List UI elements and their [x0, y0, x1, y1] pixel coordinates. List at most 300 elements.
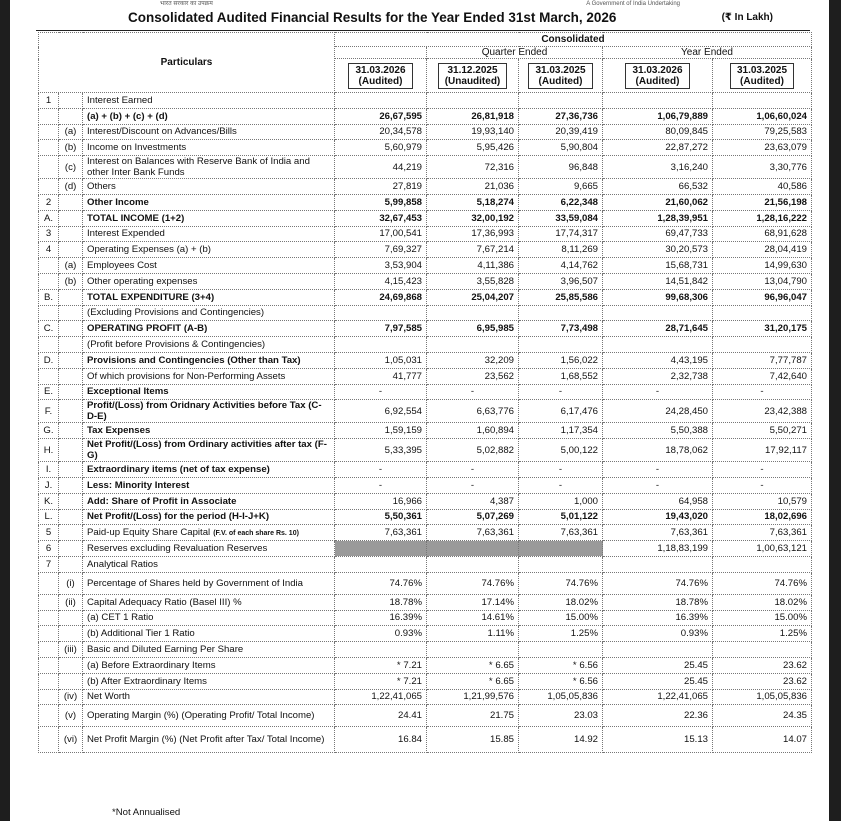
value-cell: 18.02%	[713, 594, 812, 610]
page-title: Consolidated Audited Financial Results for the Year Ended 31st March, 2026	[128, 10, 617, 25]
table-row	[39, 93, 812, 109]
row-number	[39, 108, 59, 124]
value-cell: 24.35	[713, 705, 812, 727]
row-sub-index	[59, 108, 83, 124]
value-cell: 9,665	[519, 179, 603, 195]
value-cell: 0.93%	[603, 626, 713, 642]
period-header	[603, 59, 713, 93]
row-sub-index	[59, 210, 83, 226]
value-cell: 23,562	[427, 368, 519, 384]
value-cell: 3,96,507	[519, 273, 603, 289]
row-number	[39, 572, 59, 594]
value-cell: 7,77,787	[713, 352, 812, 368]
row-label-text: (a) + (b) + (c) + (d)	[87, 110, 168, 122]
row-label	[83, 400, 335, 423]
row-number	[39, 705, 59, 727]
row-number	[39, 273, 59, 289]
value-cell: 1,60,894	[427, 423, 519, 439]
table-row	[39, 439, 812, 462]
row-label-text: (b) Additional Tier 1 Ratio	[87, 628, 195, 640]
value-cell: 21,56,198	[713, 194, 812, 210]
table-row	[39, 226, 812, 242]
row-label-text: Analytical Ratios	[87, 558, 158, 570]
value-cell: -	[603, 462, 713, 478]
row-sub-index	[59, 610, 83, 626]
row-label-text: (Profit before Provisions & Contingencies)	[87, 339, 266, 351]
row-sub-index	[59, 352, 83, 368]
row-sub-index: (vi)	[59, 727, 83, 753]
value-cell: 24.41	[335, 705, 427, 727]
value-cell	[713, 305, 812, 321]
value-cell: 13,04,790	[713, 273, 812, 289]
row-label-text: Of which provisions for Non-Performing Assets	[87, 370, 286, 382]
value-cell: -	[519, 462, 603, 478]
row-label-text: Operating Expenses (a) + (b)	[87, 244, 211, 256]
value-cell	[713, 337, 812, 353]
row-label	[83, 525, 335, 541]
year-ended-header: Year Ended	[603, 47, 812, 59]
value-cell: 16,966	[335, 493, 427, 509]
row-sub-index: (a)	[59, 124, 83, 140]
value-cell: 14.92	[519, 727, 603, 753]
value-cell: 25,04,207	[427, 289, 519, 305]
value-cell: 23,42,388	[713, 400, 812, 423]
table-row	[39, 572, 812, 594]
row-label-text: (a) CET 1 Ratio	[87, 612, 154, 624]
row-label-text: (a) Before Extraordinary Items	[87, 659, 216, 671]
value-cell: 1,18,83,199	[603, 541, 713, 557]
table-row	[39, 210, 812, 226]
value-cell: 22,87,272	[603, 140, 713, 156]
table-row	[39, 657, 812, 673]
value-cell	[335, 305, 427, 321]
value-cell: 18.78%	[603, 594, 713, 610]
row-sub-index	[59, 423, 83, 439]
value-cell	[603, 305, 713, 321]
value-cell	[713, 93, 812, 109]
row-sub-index	[59, 525, 83, 541]
row-number	[39, 594, 59, 610]
row-sub-index	[59, 321, 83, 337]
value-cell: 6,22,348	[519, 194, 603, 210]
value-cell	[519, 642, 603, 658]
value-cell: -	[603, 477, 713, 493]
value-cell	[335, 337, 427, 353]
value-cell	[603, 642, 713, 658]
table-row	[39, 462, 812, 478]
table-row	[39, 124, 812, 140]
value-cell: 21,60,062	[603, 194, 713, 210]
row-label	[83, 657, 335, 673]
value-cell	[519, 556, 603, 572]
table-row	[39, 727, 812, 753]
value-cell: 5,95,426	[427, 140, 519, 156]
value-cell: 23.62	[713, 673, 812, 689]
row-number: 3	[39, 226, 59, 242]
row-label-text: Paid-up Equity Share Capital	[87, 526, 211, 538]
value-cell: 5,50,361	[335, 509, 427, 525]
row-label	[83, 594, 335, 610]
value-cell: 1,28,39,951	[603, 210, 713, 226]
left-dark-border	[0, 0, 10, 821]
value-cell	[603, 93, 713, 109]
row-number: F.	[39, 400, 59, 423]
letterhead-strip	[160, 0, 680, 8]
row-number: A.	[39, 210, 59, 226]
row-label-text: Interest/Discount on Advances/Bills	[87, 126, 237, 138]
row-sub-index	[59, 657, 83, 673]
row-number: I.	[39, 462, 59, 478]
value-cell: 44,219	[335, 156, 427, 179]
value-cell: 25.45	[603, 673, 713, 689]
value-cell: 1,05,05,836	[713, 689, 812, 705]
value-cell: -	[713, 462, 812, 478]
table-row	[39, 642, 812, 658]
value-cell: 15.00%	[713, 610, 812, 626]
value-cell: 18.78%	[335, 594, 427, 610]
value-cell: 5,00,122	[519, 439, 603, 462]
table-row	[39, 525, 812, 541]
value-cell: 1,68,552	[519, 368, 603, 384]
table-row	[39, 705, 812, 727]
row-number: J.	[39, 477, 59, 493]
value-cell	[713, 556, 812, 572]
row-label	[83, 626, 335, 642]
value-cell: 5,99,858	[335, 194, 427, 210]
row-label-text: Profit/(Loss) from Oridnary Activities before Tax (C-D-E)	[87, 400, 322, 423]
value-cell	[427, 337, 519, 353]
row-label	[83, 226, 335, 242]
row-sub-index: (iii)	[59, 642, 83, 658]
period-status: (Audited)	[538, 75, 583, 87]
value-cell: 5,18,274	[427, 194, 519, 210]
row-sub-index: (c)	[59, 156, 83, 179]
table-row	[39, 156, 812, 179]
value-cell: 15.13	[603, 727, 713, 753]
table-row	[39, 194, 812, 210]
value-cell: 1,59,159	[335, 423, 427, 439]
row-label	[83, 572, 335, 594]
value-cell: 7,63,361	[427, 525, 519, 541]
row-label-text: Income on Investments	[87, 142, 187, 154]
period-header	[713, 59, 812, 93]
value-cell: 0.93%	[335, 626, 427, 642]
value-cell: 18.02%	[519, 594, 603, 610]
consolidated-header: Consolidated	[335, 33, 812, 47]
value-cell: 17,74,317	[519, 226, 603, 242]
row-number	[39, 368, 59, 384]
row-label	[83, 194, 335, 210]
row-label	[83, 610, 335, 626]
value-cell: 3,16,240	[603, 156, 713, 179]
value-cell: 17.14%	[427, 594, 519, 610]
value-cell: 6,92,554	[335, 400, 427, 423]
value-cell	[519, 305, 603, 321]
value-cell: -	[427, 462, 519, 478]
table-row	[39, 610, 812, 626]
value-cell: 20,39,419	[519, 124, 603, 140]
value-cell: 15,68,731	[603, 258, 713, 274]
row-label	[83, 477, 335, 493]
value-cell: * 6.65	[427, 657, 519, 673]
value-cell: 1,06,79,889	[603, 108, 713, 124]
period-date: 31.03.2026	[355, 64, 406, 76]
row-number	[39, 337, 59, 353]
value-cell: 1.25%	[713, 626, 812, 642]
value-cell: 28,71,645	[603, 321, 713, 337]
row-label-text: Net Profit/(Loss) from Ordinary activities after tax (F-G)	[87, 439, 327, 462]
value-cell	[603, 337, 713, 353]
particulars-header: Particulars	[39, 33, 335, 93]
value-cell: 32,209	[427, 352, 519, 368]
row-sub-index	[59, 305, 83, 321]
row-label-text: Others	[87, 181, 116, 193]
value-cell: 5,33,395	[335, 439, 427, 462]
results-table	[38, 32, 812, 753]
row-label	[83, 423, 335, 439]
value-cell: 1,05,031	[335, 352, 427, 368]
row-label-text: TOTAL INCOME (1+2)	[87, 212, 185, 224]
quarter-ended-header: Quarter Ended	[427, 47, 603, 59]
row-number	[39, 140, 59, 156]
value-cell: 32,00,192	[427, 210, 519, 226]
period-status: (Audited)	[358, 75, 403, 87]
value-cell: 16.39%	[335, 610, 427, 626]
row-label	[83, 321, 335, 337]
row-label-text: Interest Expended	[87, 228, 165, 240]
value-cell: 4,15,423	[335, 273, 427, 289]
row-sub-index: (a)	[59, 258, 83, 274]
row-number: K.	[39, 493, 59, 509]
value-cell: 74.76%	[713, 572, 812, 594]
value-cell: 25.45	[603, 657, 713, 673]
value-cell	[427, 93, 519, 109]
value-cell: -	[427, 477, 519, 493]
value-cell: 27,819	[335, 179, 427, 195]
value-cell: 3,30,776	[713, 156, 812, 179]
row-label	[83, 556, 335, 572]
value-cell: 14.07	[713, 727, 812, 753]
value-cell: 18,78,062	[603, 439, 713, 462]
row-label-text: Other operating expenses	[87, 275, 198, 287]
value-cell: * 6.56	[519, 657, 603, 673]
row-sub-index: (b)	[59, 140, 83, 156]
table-row	[39, 594, 812, 610]
row-label	[83, 439, 335, 462]
row-number: 7	[39, 556, 59, 572]
value-cell: 96,848	[519, 156, 603, 179]
value-cell: 69,47,733	[603, 226, 713, 242]
value-cell: 7,63,361	[519, 525, 603, 541]
row-label-text: Capital Adequacy Ratio (Basel III) %	[87, 596, 242, 608]
value-cell: 15.85	[427, 727, 519, 753]
row-label-text: Net Profit/(Loss) for the period (H-I-J+K)	[87, 511, 270, 523]
row-label-text: TOTAL EXPENDITURE (3+4)	[87, 291, 215, 303]
value-cell: 26,67,595	[335, 108, 427, 124]
value-cell	[427, 541, 519, 557]
row-sub-index	[59, 384, 83, 400]
value-cell: 28,04,419	[713, 242, 812, 258]
row-number: 4	[39, 242, 59, 258]
value-cell: 16.84	[335, 727, 427, 753]
row-number: G.	[39, 423, 59, 439]
row-number: L.	[39, 509, 59, 525]
row-sub-index: (b)	[59, 273, 83, 289]
value-cell: 6,17,476	[519, 400, 603, 423]
value-cell: 7,63,361	[713, 525, 812, 541]
table-row	[39, 108, 812, 124]
value-cell: 19,93,140	[427, 124, 519, 140]
value-cell	[519, 337, 603, 353]
value-cell: 6,95,985	[427, 321, 519, 337]
row-number: D.	[39, 352, 59, 368]
period-date: 31.03.2025	[736, 64, 788, 76]
unit-label: (₹ In Lakh)	[721, 12, 773, 23]
row-number: C.	[39, 321, 59, 337]
value-cell: 1,22,41,065	[603, 689, 713, 705]
row-sub-index	[59, 93, 83, 109]
value-cell: 68,91,628	[713, 226, 812, 242]
value-cell: 41,777	[335, 368, 427, 384]
row-sub-index	[59, 626, 83, 642]
value-cell: 17,36,993	[427, 226, 519, 242]
value-cell: 7,69,327	[335, 242, 427, 258]
value-cell: 7,67,214	[427, 242, 519, 258]
period-header	[519, 59, 603, 93]
row-label	[83, 727, 335, 753]
title-divider	[36, 30, 810, 31]
value-cell: 3,53,904	[335, 258, 427, 274]
row-number: H.	[39, 439, 59, 462]
row-label-text: OPERATING PROFIT (A-B)	[87, 323, 208, 335]
value-cell: 27,36,736	[519, 108, 603, 124]
value-cell: 1.25%	[519, 626, 603, 642]
row-sub-index	[59, 242, 83, 258]
row-label	[83, 384, 335, 400]
row-sub-index	[59, 541, 83, 557]
row-label-text: Less: Minority Interest	[87, 479, 190, 491]
row-label-text: Basic and Diluted Earning Per Share	[87, 644, 244, 655]
value-cell: -	[427, 384, 519, 400]
row-sub-index	[59, 493, 83, 509]
row-sub-index	[59, 368, 83, 384]
row-number	[39, 610, 59, 626]
row-label-text: Extraordinary items (net of tax expense)	[87, 464, 270, 476]
row-label-text: Reserves excluding Revaluation Reserves	[87, 543, 268, 555]
value-cell: 1,56,022	[519, 352, 603, 368]
value-cell: * 7.21	[335, 673, 427, 689]
row-label-text: Employees Cost	[87, 260, 157, 272]
value-cell: 26,81,918	[427, 108, 519, 124]
row-label-text: Net Worth	[87, 691, 131, 703]
table-row	[39, 321, 812, 337]
value-cell: 74.76%	[335, 572, 427, 594]
period-status: (Unaudited)	[444, 75, 501, 87]
value-cell: -	[335, 477, 427, 493]
value-cell: 7,73,498	[519, 321, 603, 337]
row-label-text: Operating Margin (%) (Operating Profit/ Total Income)	[87, 710, 315, 722]
value-cell: * 6.56	[519, 673, 603, 689]
row-sub-index	[59, 337, 83, 353]
value-cell: 7,42,640	[713, 368, 812, 384]
value-cell	[427, 642, 519, 658]
value-cell: 1,22,41,065	[335, 689, 427, 705]
value-cell: * 6.65	[427, 673, 519, 689]
row-label	[83, 156, 335, 179]
row-label-text: Percentage of Shares held by Government of India	[87, 577, 303, 589]
value-cell: 1,17,354	[519, 423, 603, 439]
row-label-text: (b) After Extraordinary Items	[87, 675, 207, 687]
row-label	[83, 258, 335, 274]
row-label	[83, 673, 335, 689]
row-number	[39, 689, 59, 705]
row-number	[39, 626, 59, 642]
value-cell: 7,63,361	[335, 525, 427, 541]
table-row	[39, 477, 812, 493]
row-sub-index: (iv)	[59, 689, 83, 705]
value-cell: 23.62	[713, 657, 812, 673]
value-cell: 64,958	[603, 493, 713, 509]
value-cell: 3,55,828	[427, 273, 519, 289]
row-label	[83, 108, 335, 124]
value-cell	[427, 556, 519, 572]
table-row	[39, 140, 812, 156]
row-label	[83, 493, 335, 509]
row-number	[39, 179, 59, 195]
value-cell: 32,67,453	[335, 210, 427, 226]
value-cell: 7,97,585	[335, 321, 427, 337]
table-row	[39, 541, 812, 557]
period-header	[427, 59, 519, 93]
row-number	[39, 124, 59, 140]
value-cell: -	[335, 384, 427, 400]
row-label-text: Provisions and Contingencies (Other than Tax)	[87, 354, 301, 366]
value-cell: 10,579	[713, 493, 812, 509]
table-row	[39, 626, 812, 642]
value-cell: 4,387	[427, 493, 519, 509]
footnote: *Not Annualised	[112, 807, 181, 818]
row-label-text: Interest on Balances with Reserve Bank of India and other Inter Bank Funds	[87, 156, 310, 179]
row-label	[83, 509, 335, 525]
row-label	[83, 368, 335, 384]
row-number: 1	[39, 93, 59, 109]
table-row	[39, 384, 812, 400]
period-date: 31.12.2025	[447, 64, 498, 76]
value-cell	[335, 642, 427, 658]
row-sub-index	[59, 509, 83, 525]
row-label	[83, 352, 335, 368]
table-row	[39, 305, 812, 321]
value-cell: 1,06,60,024	[713, 108, 812, 124]
row-label-text: Net Profit Margin (%) (Net Profit after Tax/ Total Income)	[87, 734, 325, 746]
value-cell: 79,25,583	[713, 124, 812, 140]
value-cell: 25,85,586	[519, 289, 603, 305]
row-number: B.	[39, 289, 59, 305]
row-sub-index	[59, 439, 83, 462]
table-row	[39, 368, 812, 384]
value-cell: 1,000	[519, 493, 603, 509]
value-cell: 72,316	[427, 156, 519, 179]
row-label	[83, 289, 335, 305]
letterhead-hindi: भारत सरकार का उपक्रम	[160, 1, 213, 7]
row-label	[83, 689, 335, 705]
table-row	[39, 689, 812, 705]
row-label-text: Other Income	[87, 196, 149, 208]
row-sub-index	[59, 556, 83, 572]
letterhead-english: A Government of India Undertaking	[586, 1, 680, 7]
value-cell	[519, 93, 603, 109]
row-sub-index	[59, 477, 83, 493]
